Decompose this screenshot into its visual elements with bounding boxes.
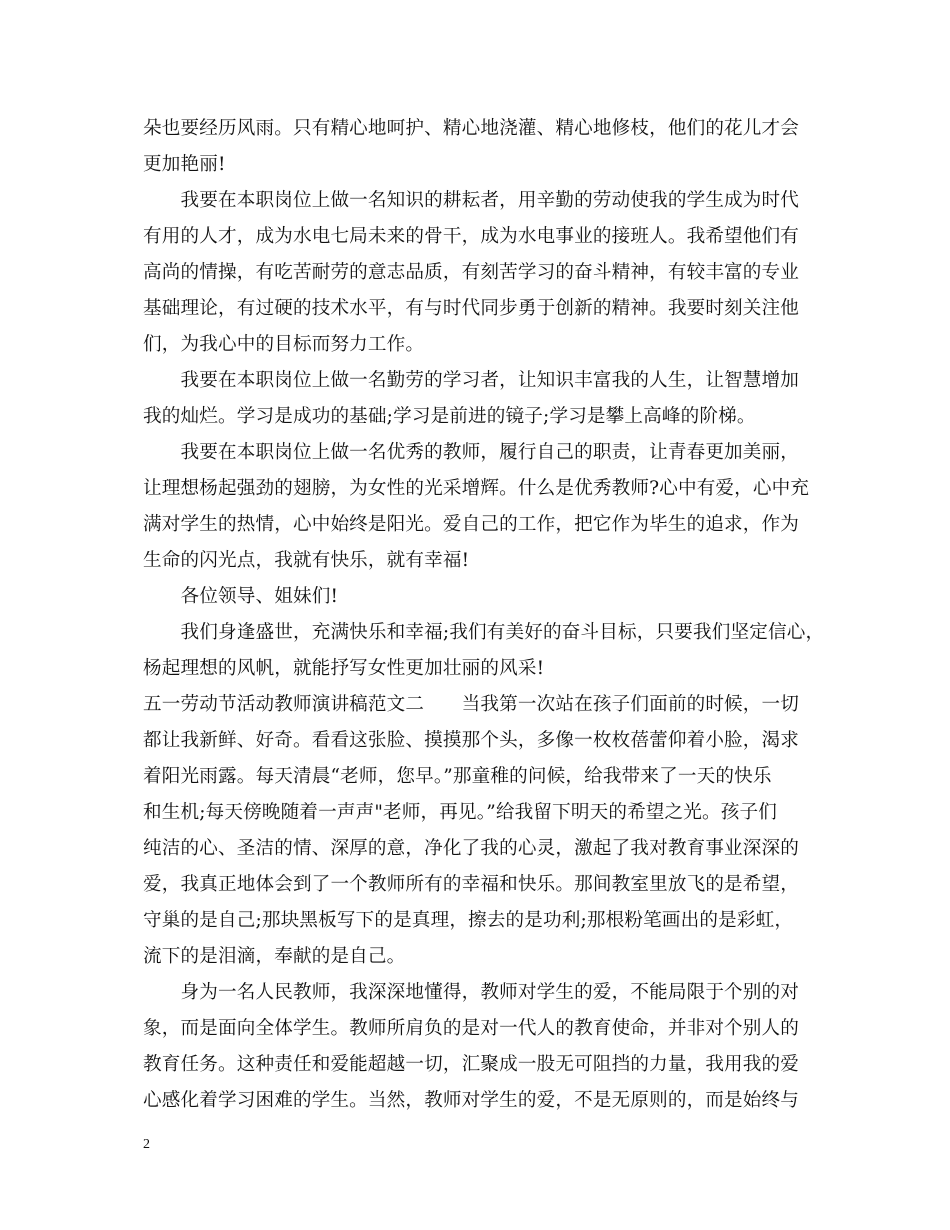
text-line: 更加艳丽! [143,154,226,175]
text-line: 我要在本职岗位上做一名勤劳的学习者，让知识丰富我的人生，让智慧增加 [143,370,800,391]
text-line: 我们身逢盛世，充满快乐和幸福;我们有美好的奋斗目标，只要我们坚定信心， [143,622,825,643]
text-line: 杨起理想的风帆，就能抒写女性更加壮丽的风采! [143,658,545,679]
text-line: 爱，我真正地体会到了一个教师所有的幸福和快乐。那间教室里放飞的是希望， [143,874,800,895]
page-number: 2 [143,1137,150,1152]
text-line: 教育任务。这种责任和爱能超越一切，汇聚成一股无可阻挡的力量，我用我的爱 [143,1054,800,1075]
text-line: 生命的闪光点，我就有快乐，就有幸福! [143,550,470,571]
section-heading-line: 五一劳动节活动教师演讲稿范文二 当我第一次站在孩子们面前的时候，一切 [143,694,800,715]
text-line: 守巢的是自己;那块黑板写下的是真理，擦去的是功利;那根粉笔画出的是彩虹， [143,910,794,931]
text-line: 有用的人才，成为水电七局未来的骨干，成为水电事业的接班人。我希望他们有 [143,226,800,247]
text-line: 我要在本职岗位上做一名知识的耕耘者，用辛勤的劳动使我的学生成为时代 [143,190,800,211]
text-line: 心感化着学习困难的学生。当然，教师对学生的爱，不是无原则的，而是始终与 [143,1090,800,1111]
text-line: 和生机;每天傍晚随着一声声"老师，再见。”给我留下明天的希望之光。孩子们 [143,802,778,823]
text-line: 身为一名人民教师，我深深地懂得，教师对学生的爱，不能局限于个别的对 [143,982,800,1003]
text-line: 我的灿烂。学习是成功的基础;学习是前进的镜子;学习是攀上高峰的阶梯。 [143,406,756,427]
text-line: 着阳光雨露。每天清晨“老师，您早。”那童稚的问候，给我带来了一天的快乐 [143,766,772,787]
text-line: 让理想杨起强劲的翅膀，为女性的光采增辉。什么是优秀教师?心中有爱，心中充 [143,478,810,499]
text-line: 纯洁的心、圣洁的情、深厚的意，净化了我的心灵，激起了我对教育事业深深的 [143,838,800,859]
text-line: 都让我新鲜、好奇。看看这张脸、摸摸那个头，多像一枚枚蓓蕾仰着小脸，渴求 [143,730,800,751]
text-line: 满对学生的热情，心中始终是阳光。爱自己的工作，把它作为毕生的追求，作为 [143,514,800,535]
text-line: 们，为我心中的目标而努力工作。 [143,334,425,355]
text-line: 朵也要经历风雨。只有精心地呵护、精心地浇灌、精心地修枝，他们的花儿才会 [143,118,800,139]
text-line: 象，而是面向全体学生。教师所肩负的是对一代人的教育使命，并非对个别人的 [143,1018,800,1039]
text-line: 我要在本职岗位上做一名优秀的教师，履行自己的职责，让青春更加美丽， [143,442,800,463]
text-line: 基础理论，有过硬的技术水平，有与时代同步勇于创新的精神。我要时刻关注他 [143,298,800,319]
text-line: 高尚的情操，有吃苦耐劳的意志品质，有刻苦学习的奋斗精神，有较丰富的专业 [143,262,800,283]
text-line: 各位领导、姐妹们! [143,586,339,607]
text-line: 流下的是泪滴，奉献的是自己。 [143,946,406,967]
